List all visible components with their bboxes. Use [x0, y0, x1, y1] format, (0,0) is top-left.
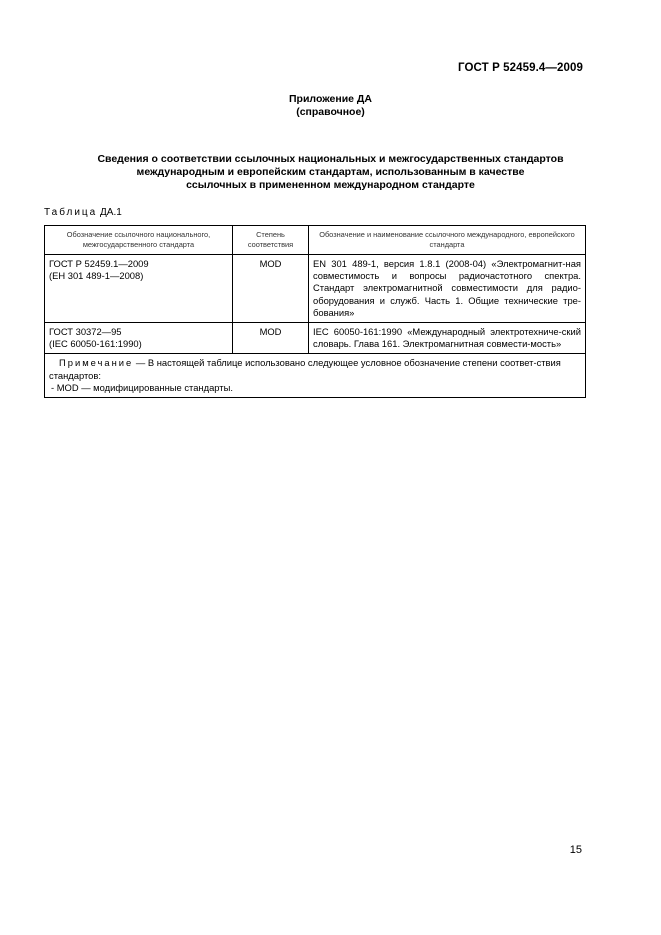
note-list-item: - MOD — модифицированные стандарты. — [51, 381, 233, 393]
table-label-number: ДА.1 — [100, 207, 122, 218]
national-standard-cell — [45, 323, 233, 354]
section-title-line: Сведения о соответствии ссылочных национальных и межгосударственных стандартов — [97, 153, 564, 165]
correspondence-table — [44, 225, 586, 398]
column-header-degree: Степень соответствия — [233, 226, 309, 255]
table-note-row — [45, 354, 586, 398]
note-body: — В настоящей таблице использовано следующее условное обозначение степени соответ-ствия стандартов: — [49, 357, 561, 381]
appendix-title: Приложение ДА — [289, 93, 372, 105]
national-standard-cell — [45, 255, 233, 323]
note-text — [49, 357, 581, 381]
table-header-row — [45, 226, 586, 255]
section-title-line: международным и европейским стандартам, использованным в качестве — [136, 166, 525, 178]
degree-cell: MOD — [233, 323, 309, 354]
standard-designation: ГОСТ Р 52459.1—2009 — [49, 258, 149, 269]
standard-reference: (ЕН 301 489-1—2008) — [49, 270, 144, 282]
section-title — [60, 153, 601, 192]
table-row — [45, 255, 586, 323]
standard-reference: (IEC 60050-161:1990) — [49, 338, 142, 350]
section-title-line: ссылочных в примененном международном стандарте — [186, 179, 475, 191]
description-cell: IEC 60050-161:1990 «Международный электротехниче-ский словарь. Глава 161. Электромагнитная совмести-мость» — [309, 323, 586, 354]
appendix-subtitle: (справочное) — [296, 106, 365, 118]
page-number: 15 — [569, 844, 582, 856]
document-standard-header: ГОСТ Р 52459.4—2009 — [458, 62, 583, 74]
note-label: Примечание — [59, 357, 134, 369]
column-header-international-standard: Обозначение и наименование ссылочного международного, европейского стандарта — [309, 226, 586, 255]
table-note-cell — [45, 354, 586, 398]
description-cell: EN 301 489-1, версия 1.8.1 (2008-04) «Электромагнит-ная совместимость и вопросы радиочастотного спектра. Стандарт электромагнитной совместимости для радио-оборудования и служб. Часть 1. Общие технические тре-бования» — [309, 255, 586, 323]
table-label-prefix: Таблица — [44, 207, 98, 218]
table-label — [44, 207, 122, 219]
table-row — [45, 323, 586, 354]
appendix-heading — [0, 93, 661, 119]
degree-cell: MOD — [233, 255, 309, 323]
column-header-national-standard: Обозначение ссылочного национального, межгосударственного стандарта — [45, 226, 233, 255]
standard-designation: ГОСТ 30372—95 — [49, 326, 122, 338]
